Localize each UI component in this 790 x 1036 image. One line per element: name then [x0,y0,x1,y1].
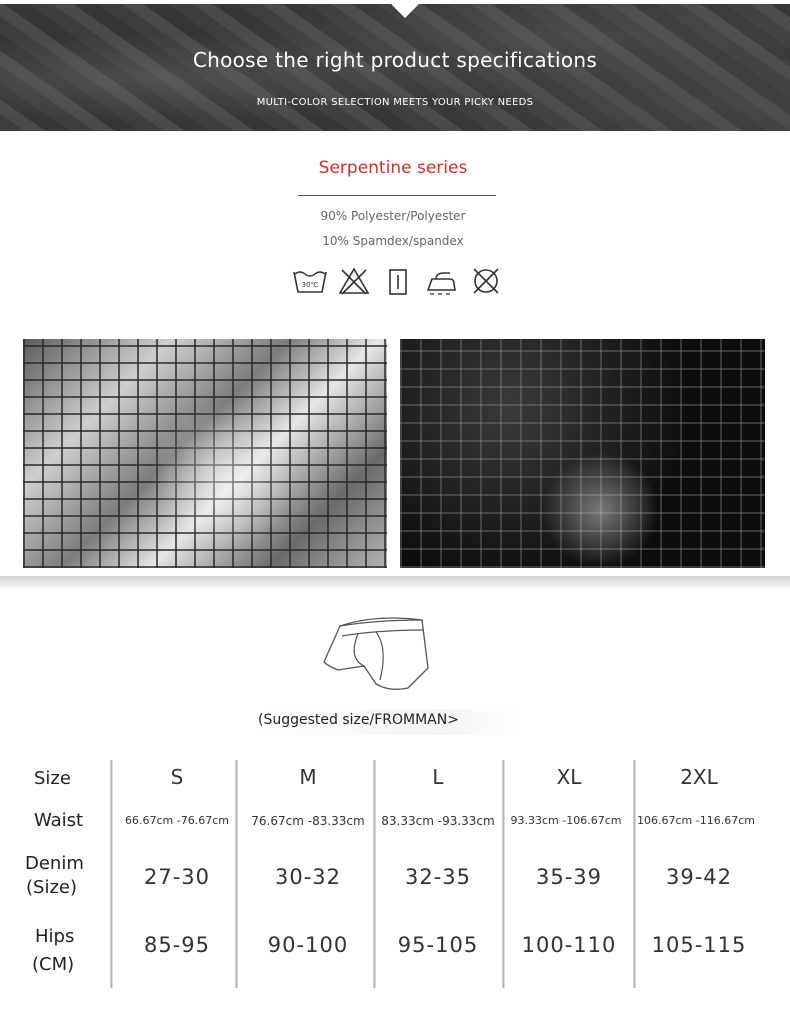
no-dry-clean-icon [468,264,504,298]
size-table [0,755,790,995]
boxer-brief-illustration [318,608,434,696]
banner-notch [387,0,423,18]
care-icons-row [290,264,510,298]
row-label-hips: Hips [35,926,75,947]
size-head-2xl: 2XL [680,765,718,789]
series-name: Serpentine series [318,158,468,178]
size-head-xl: XL [556,765,582,789]
row-label-hips-unit: (CM) [32,954,75,975]
denim-cell-l: 32-35 [404,865,472,889]
wash-temperature-label: 30℃ [301,281,319,289]
size-head-l: L [432,765,444,789]
waist-cell-xl: 93.33cm -106.67cm [510,814,622,827]
waist-cell-2xl: 106.67cm -116.67cm [637,814,755,827]
series-underline [298,195,496,196]
denim-cell-m: 30-32 [274,865,342,889]
banner-title: Choose the right product specifications [192,48,598,72]
hips-cell-m: 90-100 [267,933,349,957]
silver-snakeskin-swatch [23,339,387,568]
hips-cell-xl: 100-110 [521,933,617,957]
denim-cell-2xl: 39-42 [665,865,733,889]
banner-subtitle: MULTI-COLOR SELECTION MEETS YOUR PICKY NEEDS [256,97,534,108]
denim-cell-s: 27-30 [143,865,211,889]
size-note: (Suggested size/FROMMAN> [256,709,520,735]
row-label-waist: Waist [34,810,84,831]
hips-cell-s: 85-95 [143,933,211,957]
row-label-denim-unit: (Size) [26,877,77,898]
denim-cell-xl: 35-39 [535,865,603,889]
low-iron-icon [424,264,460,298]
black-snakeskin-swatch [400,339,765,568]
composition-line-1: 90% Polyester/Polyester [320,209,466,223]
size-head-m: M [299,765,317,789]
hang-dry-icon [380,264,416,298]
hips-cell-l: 95-105 [397,933,479,957]
column-divider [110,760,113,988]
composition-line-2: 10% Spamdex/spandex [322,234,464,248]
no-bleach-icon [336,264,372,298]
waist-cell-s: 66.67cm -76.67cm [125,814,229,827]
waist-cell-m: 76.67cm -83.33cm [251,814,365,828]
row-label-denim: Denim [25,853,84,874]
header-banner [0,0,790,131]
wash-30-icon [292,264,328,298]
size-head-s: S [170,765,184,789]
row-label-size: Size [34,768,71,789]
swatch-shadow [0,576,790,590]
hips-cell-2xl: 105-115 [651,933,747,957]
column-divider [502,760,505,988]
waist-cell-l: 83.33cm -93.33cm [381,814,495,828]
